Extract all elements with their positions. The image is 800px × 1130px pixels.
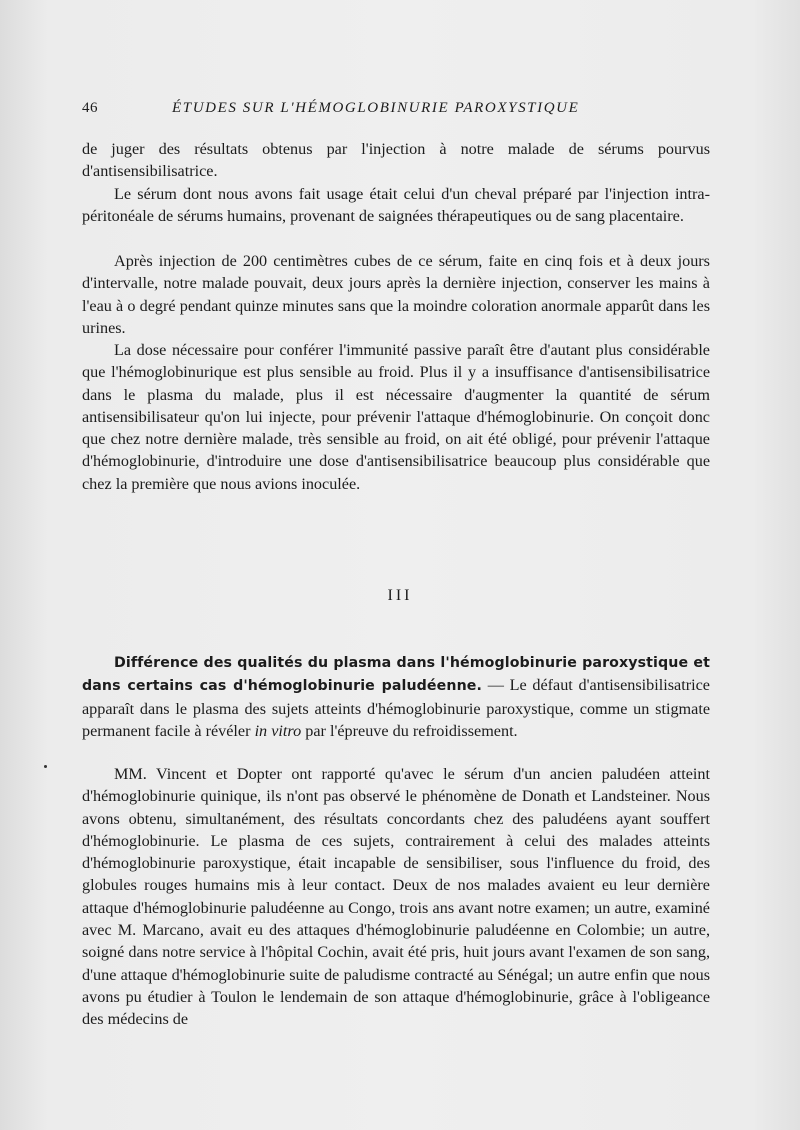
paragraph-serum-horse: Le sérum dont nous avons fait usage était celui d'un cheval préparé par l'injection intra-péritonéale de sérums humains, provenant de saignées thérapeutiques ou de sang placentaire. <box>82 185 710 226</box>
section-intro-text: — Le défaut d'antisensibilisatrice apparaît dans le plasma des sujets atteints d'hémoglobinurie paroxystique, comme un stigmate permanent facile à révéler <box>82 676 710 740</box>
section-first-paragraph <box>82 651 710 742</box>
paragraph-vincent-dopter: MM. Vincent et Dopter ont rapporté qu'avec le sérum d'un ancien paludéen atteint d'hémoglobinurie quinique, ils n'ont pas observé le phénomène de Donath et Landsteiner. Nous avons obtenu, simultanément, des résultats concordants chez des paludéens ayant souffert d'hémoglobinurie. Le plasma de ces sujets, contrairement à celui des malades atteints d'hémoglobinurie paroxystique, était incapable de sensibiliser, sous l'influence du froid, des globules rouges humains mis à leur contact. Deux de nos malades avaient eu leur dernière attaque d'hémoglobinurie paludéenne au Congo, trois ans avant notre examen; un autre, examiné avec M. Marcano, avait eu des attaques d'hémoglobinurie paludéenne en Colombie; un autre, soigné dans notre service à l'hôpital Cochin, avait été pris, huit jours avant l'examen de son sang, d'une attaque d'hémoglobinurie suite de paludisme contracté au Sénégal; un autre enfin que nous avons pu étudier à Toulon le lendemain de son attaque d'hémoglobinurie, grâce à l'obligeance des médecins de <box>82 765 710 1029</box>
margin-speck <box>44 765 47 768</box>
paragraph-continuation: de juger des résultats obtenus par l'injection à notre malade de sérums pourvus d'antisensibilisatrice. <box>82 140 710 181</box>
running-header <box>82 100 712 124</box>
italic-in-vitro: in vitro <box>254 721 302 740</box>
section-intro-end: par l'épreuve du refroidissement. <box>301 721 518 740</box>
paragraph-injection-result: Après injection de 200 centimètres cubes de ce sérum, faite en cinq fois et à deux jours d'intervalle, notre malade pouvait, deux jours après la dernière injection, conserver les mains à l'eau à o degré pendant quinze minutes sans que la moindre coloration anormale apparût dans les urines. <box>82 252 710 337</box>
section-heading: Différence des qualités du plasma dans l'hémoglobinurie paroxystique et dans certains cas d'hémoglobinurie paludéenne. <box>82 655 710 695</box>
section-numeral: III <box>387 587 413 604</box>
running-title: ÉTUDES SUR L'HÉMOGLOBINURIE PAROXYSTIQUE <box>172 100 580 116</box>
page-number: 46 <box>82 100 98 116</box>
paragraph-dose: La dose nécessaire pour conférer l'immunité passive paraît être d'autant plus considérable que l'hémoglobinurique est plus sensible au froid. Plus il y a insuffisance d'antisensibilisatrice dans le plasma du malade, plus il est nécessaire d'augmenter la quantité de sérum antisensibilisateur qu'on lui injecte, pour prévenir l'attaque d'hémoglobinurie. On conçoit donc que chez notre dernière malade, très sensible au froid, on ait été obligé, pour prévenir l'attaque d'hémoglobinurie, d'introduire une dose d'antisensibilisatrice beaucoup plus considérable que chez la première que nous avions inoculée. <box>82 341 710 493</box>
